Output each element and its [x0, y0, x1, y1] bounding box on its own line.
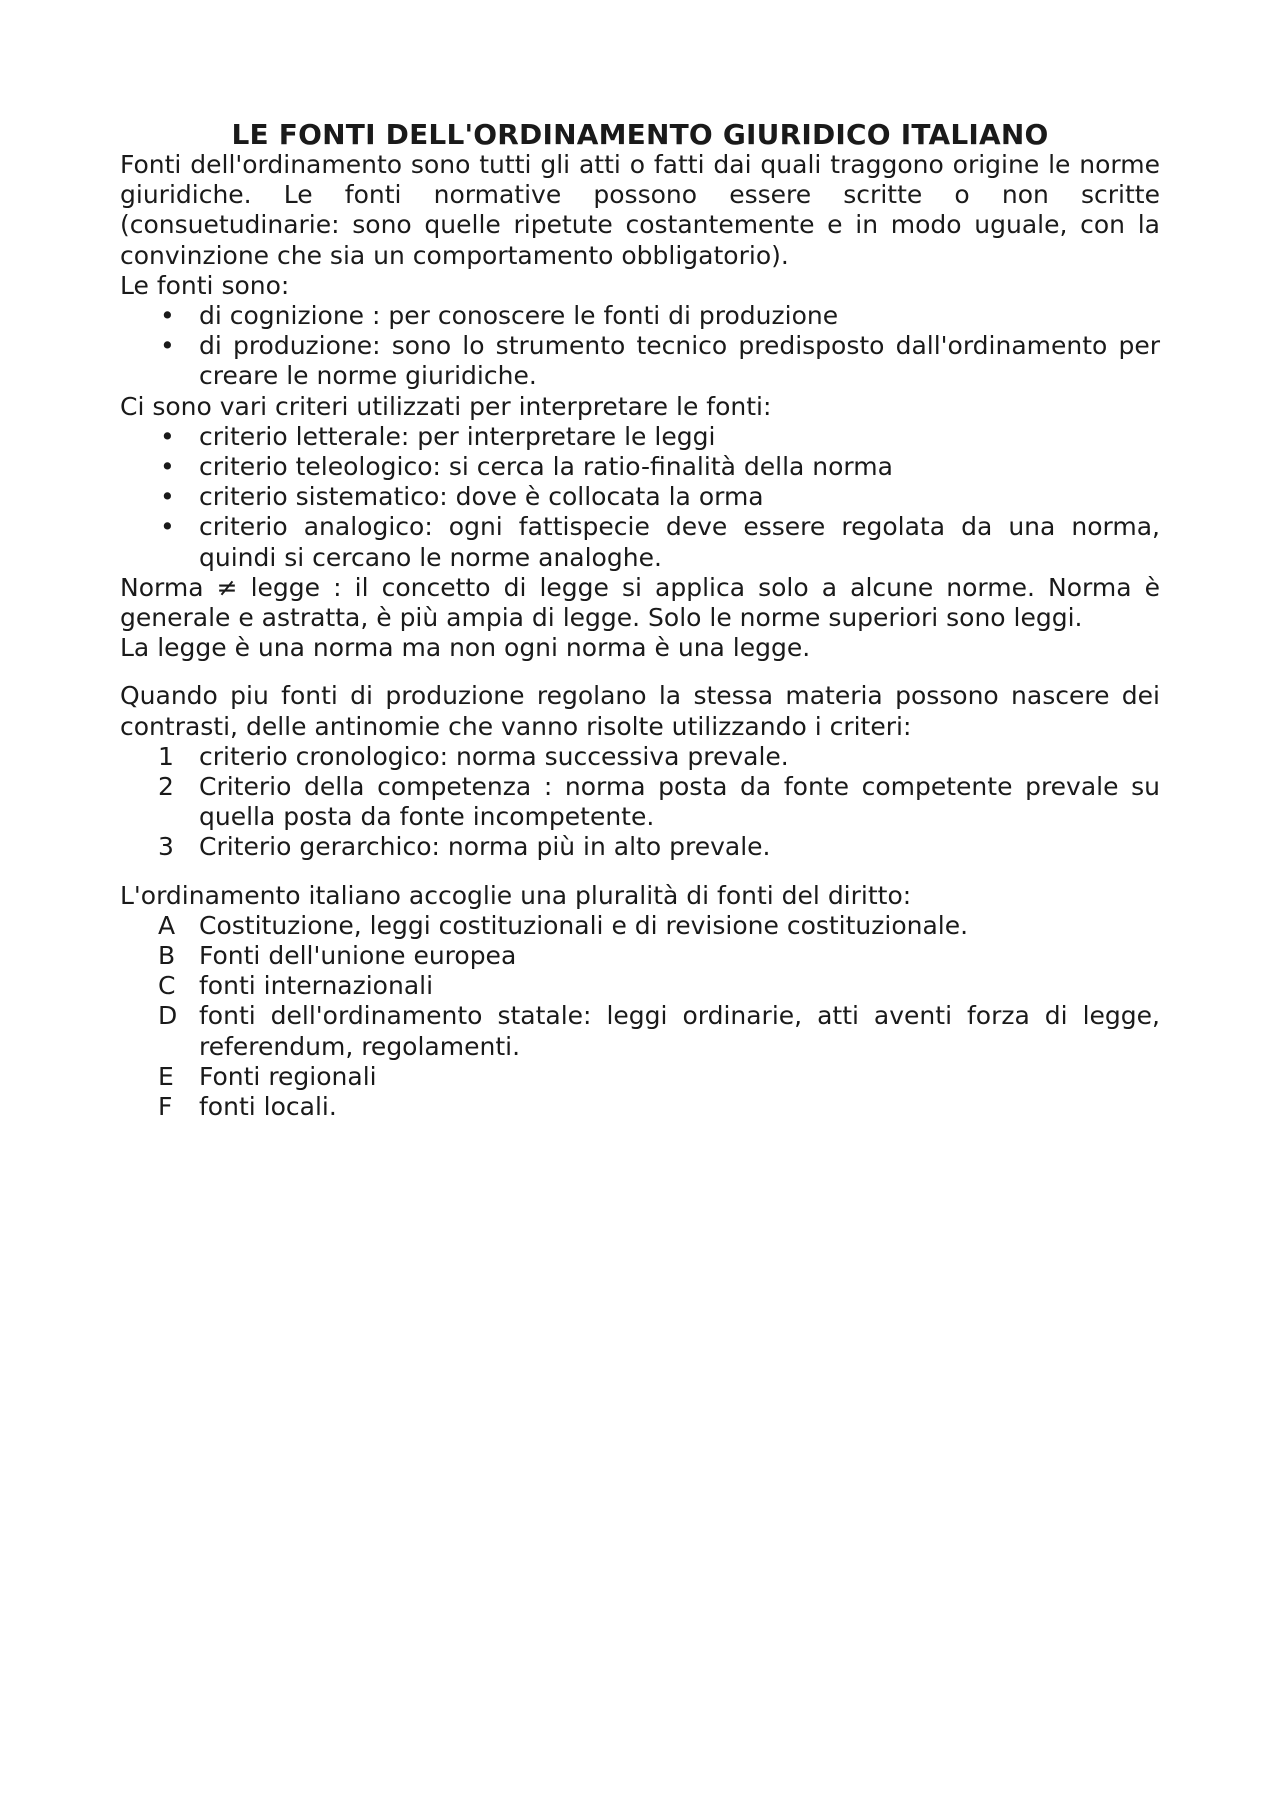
list-item — [120, 772, 1160, 832]
list-item — [120, 331, 1160, 391]
antinomie-list — [120, 742, 1160, 863]
pluralita-list — [120, 911, 1160, 1122]
list-item — [120, 512, 1160, 572]
list-item-text: di cognizione : per conoscere le fonti di produzione — [199, 301, 839, 331]
list-item-text: Fonti dell'unione europea — [199, 941, 517, 971]
list-item-text: criterio cronologico: norma successiva prevale. — [199, 741, 789, 771]
list-item — [120, 301, 1160, 331]
list-item — [120, 941, 1160, 971]
letter-marker: A — [158, 910, 176, 940]
bullet-marker: • — [160, 331, 175, 361]
list-item-text: fonti dell'ordinamento statale: leggi ordinarie, atti aventi forza di legge, referendum, regolamenti. — [199, 1001, 1160, 1061]
list-item-text: di produzione: sono lo strumento tecnico predisposto dall'ordinamento per creare le norme giuridiche. — [199, 331, 1160, 391]
intro-paragraph: Fonti dell'ordinamento sono tutti gli atti o fatti dai quali traggono origine le norme giuridiche. Le fonti normative possono essere scritte o non scritte (consuetudinarie: sono quelle ripetute costantemente e in modo uguale, con la convinzione che sia un comportamento obbligatorio). — [120, 150, 1160, 270]
letter-marker: C — [158, 971, 176, 1001]
list-item-text: fonti internazionali — [199, 971, 434, 1001]
number-marker: 3 — [158, 832, 174, 862]
list-item — [120, 482, 1160, 512]
pluralita-heading: L'ordinamento italiano accoglie una pluralità di fonti del diritto: — [120, 880, 912, 910]
list-item — [120, 422, 1160, 452]
list-item-text: Costituzione, leggi costituzionali e di revisione costituzionale. — [199, 910, 969, 940]
norma-legge-last-line: La legge è una norma ma non ogni norma è una legge. — [120, 633, 811, 663]
list-item-text: criterio sistematico: dove è collocata la orma — [199, 482, 764, 512]
list-item-text: Fonti regionali — [199, 1061, 377, 1091]
number-marker: 2 — [158, 772, 174, 802]
list-item-text: criterio letterale: per interpretare le leggi — [199, 421, 716, 451]
letter-marker: E — [158, 1061, 174, 1091]
list-item — [120, 832, 1160, 862]
list-item — [120, 452, 1160, 482]
list-item-text: criterio analogico: ogni fattispecie deve essere regolata da una norma, quindi si cercano le norme analoghe. — [199, 512, 1160, 572]
bullet-marker: • — [160, 482, 175, 512]
bullet-marker: • — [160, 421, 175, 451]
bullet-marker: • — [160, 512, 175, 542]
list-item — [120, 971, 1160, 1001]
criteri-list — [120, 422, 1160, 573]
document-title: LE FONTI DELL'ORDINAMENTO GIURIDICO ITALIANO — [231, 118, 1049, 151]
document-page — [120, 118, 1160, 1122]
norma-legge-paragraph: Norma ≠ legge : il concetto di legge si applica solo a alcune norme. Norma è generale e astratta, è più ampia di legge. Solo le norme superiori sono leggi. — [120, 572, 1160, 633]
list-item-text: Criterio della competenza : norma posta da fonte competente prevale su quella posta da fonte incompetente. — [199, 772, 1160, 832]
fonti-heading: Le fonti sono: — [120, 270, 290, 300]
criteri-heading: Ci sono vari criteri utilizzati per interpretare le fonti: — [120, 391, 772, 421]
list-item — [120, 1092, 1160, 1122]
fonti-list — [120, 301, 1160, 392]
list-item — [120, 911, 1160, 941]
list-item-text: criterio teleologico: si cerca la ratio-finalità della norma — [199, 452, 893, 482]
bullet-marker: • — [160, 301, 175, 331]
spacer — [120, 863, 1160, 881]
list-item — [120, 1062, 1160, 1092]
list-item-text: fonti locali. — [199, 1092, 337, 1122]
letter-marker: F — [158, 1092, 173, 1122]
bullet-marker: • — [160, 452, 175, 482]
letter-marker: B — [158, 941, 176, 971]
spacer — [120, 663, 1160, 681]
antinomie-paragraph: Quando piu fonti di produzione regolano la stessa materia possono nascere dei contrasti, delle antinomie che vanno risolte utilizzando i criteri: — [120, 681, 1160, 741]
list-item — [120, 742, 1160, 772]
list-item — [120, 1001, 1160, 1061]
list-item-text: Criterio gerarchico: norma più in alto prevale. — [199, 832, 771, 862]
number-marker: 1 — [158, 741, 174, 771]
letter-marker: D — [158, 1001, 178, 1031]
